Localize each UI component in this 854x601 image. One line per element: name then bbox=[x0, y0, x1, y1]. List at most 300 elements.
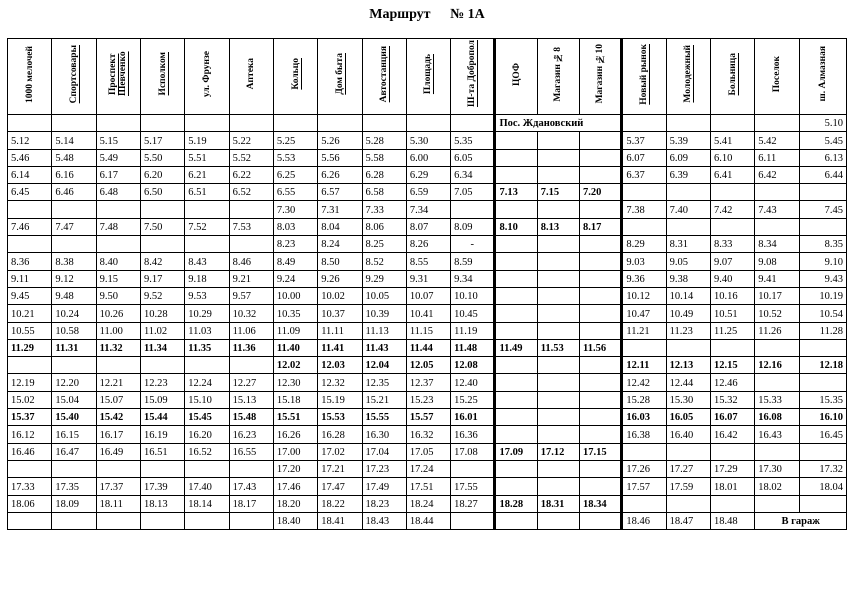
time-cell: 12.18 bbox=[799, 357, 846, 374]
time-cell: 16.20 bbox=[185, 426, 229, 443]
time-cell: 17.00 bbox=[273, 443, 317, 460]
time-cell: 9.38 bbox=[666, 270, 710, 287]
time-cell: 6.51 bbox=[185, 184, 229, 201]
time-cell: 8.29 bbox=[622, 236, 666, 253]
time-cell: 7.30 bbox=[273, 201, 317, 218]
time-cell: 16.42 bbox=[710, 426, 754, 443]
time-cell: 18.13 bbox=[140, 495, 184, 512]
time-cell: 9.40 bbox=[710, 270, 754, 287]
time-cell bbox=[495, 253, 537, 270]
stop-header bbox=[140, 39, 184, 115]
time-cell bbox=[495, 322, 537, 339]
stop-header bbox=[8, 39, 52, 115]
time-cell: 10.55 bbox=[8, 322, 52, 339]
time-cell: 10.05 bbox=[362, 287, 406, 304]
time-cell: 7.40 bbox=[666, 201, 710, 218]
time-cell: 9.21 bbox=[229, 270, 273, 287]
time-cell bbox=[229, 115, 273, 132]
time-cell bbox=[52, 512, 96, 529]
time-cell bbox=[666, 443, 710, 460]
time-cell bbox=[229, 460, 273, 477]
time-cell: 17.27 bbox=[666, 460, 710, 477]
time-cell: 11.40 bbox=[273, 339, 317, 356]
time-cell: 16.38 bbox=[622, 426, 666, 443]
stop-header bbox=[799, 39, 846, 115]
time-cell bbox=[229, 512, 273, 529]
time-cell: 10.47 bbox=[622, 305, 666, 322]
time-cell bbox=[710, 218, 754, 235]
time-cell: 10.29 bbox=[185, 305, 229, 322]
time-cell: 10.17 bbox=[755, 287, 799, 304]
time-cell bbox=[537, 166, 579, 183]
stop-header bbox=[537, 39, 579, 115]
time-cell bbox=[799, 495, 846, 512]
time-cell bbox=[710, 339, 754, 356]
time-cell: 15.33 bbox=[755, 391, 799, 408]
table-row bbox=[8, 218, 847, 235]
time-cell bbox=[495, 391, 537, 408]
time-cell bbox=[451, 115, 495, 132]
time-cell: 15.10 bbox=[185, 391, 229, 408]
time-cell: 16.19 bbox=[140, 426, 184, 443]
time-cell: 15.18 bbox=[273, 391, 317, 408]
time-cell: 9.15 bbox=[96, 270, 140, 287]
time-cell: 16.03 bbox=[622, 409, 666, 426]
time-cell bbox=[537, 426, 579, 443]
time-cell bbox=[96, 236, 140, 253]
time-cell: 12.23 bbox=[140, 374, 184, 391]
time-cell: 18.22 bbox=[318, 495, 362, 512]
time-cell: 6.26 bbox=[318, 166, 362, 183]
time-cell: 8.38 bbox=[52, 253, 96, 270]
time-cell bbox=[580, 236, 622, 253]
time-cell: 8.24 bbox=[318, 236, 362, 253]
time-cell: 11.34 bbox=[140, 339, 184, 356]
time-cell: 5.37 bbox=[622, 132, 666, 149]
time-cell bbox=[580, 409, 622, 426]
stop-header bbox=[52, 39, 96, 115]
time-cell: 15.25 bbox=[451, 391, 495, 408]
time-cell: 11.02 bbox=[140, 322, 184, 339]
time-cell: 8.46 bbox=[229, 253, 273, 270]
time-cell: 16.26 bbox=[273, 426, 317, 443]
time-cell: 9.12 bbox=[52, 270, 96, 287]
time-cell bbox=[96, 201, 140, 218]
time-cell: 5.30 bbox=[406, 132, 450, 149]
time-cell: 11.03 bbox=[185, 322, 229, 339]
time-cell: 6.59 bbox=[406, 184, 450, 201]
time-cell: 18.02 bbox=[755, 478, 799, 495]
time-cell: 5.58 bbox=[362, 149, 406, 166]
time-cell: 17.23 bbox=[362, 460, 406, 477]
time-cell: 5.17 bbox=[140, 132, 184, 149]
time-cell bbox=[537, 253, 579, 270]
time-cell: 6.45 bbox=[8, 184, 52, 201]
time-cell bbox=[580, 512, 622, 529]
time-cell bbox=[537, 357, 579, 374]
time-cell: 12.27 bbox=[229, 374, 273, 391]
time-cell bbox=[580, 460, 622, 477]
time-cell: 17.47 bbox=[318, 478, 362, 495]
time-cell: 17.04 bbox=[362, 443, 406, 460]
table-row bbox=[8, 478, 847, 495]
time-cell: 17.40 bbox=[185, 478, 229, 495]
time-cell: 6.29 bbox=[406, 166, 450, 183]
time-cell bbox=[8, 512, 52, 529]
stop-header bbox=[622, 39, 666, 115]
time-cell: 9.45 bbox=[8, 287, 52, 304]
stop-name: 1000 мелочей bbox=[24, 45, 35, 103]
time-cell bbox=[755, 443, 799, 460]
time-cell: 12.40 bbox=[451, 374, 495, 391]
time-cell: 16.10 bbox=[799, 409, 846, 426]
time-cell bbox=[185, 201, 229, 218]
time-cell: 5.52 bbox=[229, 149, 273, 166]
time-cell bbox=[799, 443, 846, 460]
stop-name: ш. Алмазная bbox=[817, 46, 828, 102]
time-cell bbox=[537, 201, 579, 218]
time-cell: 11.35 bbox=[185, 339, 229, 356]
time-cell: 9.34 bbox=[451, 270, 495, 287]
time-cell: 5.22 bbox=[229, 132, 273, 149]
time-cell: 12.46 bbox=[710, 374, 754, 391]
time-cell: 5.19 bbox=[185, 132, 229, 149]
time-cell bbox=[495, 236, 537, 253]
time-cell bbox=[185, 512, 229, 529]
time-cell: 5.14 bbox=[52, 132, 96, 149]
stop-name: Автостанция bbox=[379, 45, 390, 103]
table-row bbox=[8, 357, 847, 374]
time-cell: 5.56 bbox=[318, 149, 362, 166]
time-cell: 9.50 bbox=[96, 287, 140, 304]
time-cell: 16.45 bbox=[799, 426, 846, 443]
time-cell bbox=[580, 287, 622, 304]
stop-name: Аптека bbox=[246, 58, 257, 90]
time-cell: 8.52 bbox=[362, 253, 406, 270]
time-cell: 10.35 bbox=[273, 305, 317, 322]
table-row bbox=[8, 512, 847, 529]
time-cell: 12.02 bbox=[273, 357, 317, 374]
time-cell bbox=[799, 339, 846, 356]
time-cell: 11.00 bbox=[96, 322, 140, 339]
time-cell: 8.04 bbox=[318, 218, 362, 235]
time-cell bbox=[666, 218, 710, 235]
time-cell: 6.20 bbox=[140, 166, 184, 183]
time-cell: 17.15 bbox=[580, 443, 622, 460]
time-cell: 12.21 bbox=[96, 374, 140, 391]
time-cell: 17.12 bbox=[537, 443, 579, 460]
time-cell bbox=[537, 305, 579, 322]
stop-name: Площадь bbox=[423, 53, 434, 95]
time-cell: 16.23 bbox=[229, 426, 273, 443]
time-cell: 16.52 bbox=[185, 443, 229, 460]
time-cell: 8.09 bbox=[451, 218, 495, 235]
time-cell: 18.06 bbox=[8, 495, 52, 512]
time-cell bbox=[580, 374, 622, 391]
time-cell: 10.12 bbox=[622, 287, 666, 304]
time-cell: 6.07 bbox=[622, 149, 666, 166]
time-cell: 17.46 bbox=[273, 478, 317, 495]
time-cell: 11.06 bbox=[229, 322, 273, 339]
time-cell bbox=[537, 478, 579, 495]
time-cell: 8.10 bbox=[495, 218, 537, 235]
time-cell: 5.25 bbox=[273, 132, 317, 149]
time-cell: 16.55 bbox=[229, 443, 273, 460]
time-cell bbox=[96, 460, 140, 477]
time-cell bbox=[495, 287, 537, 304]
time-cell bbox=[710, 115, 754, 132]
time-cell: 6.14 bbox=[8, 166, 52, 183]
time-cell: 7.45 bbox=[799, 201, 846, 218]
time-cell: 6.21 bbox=[185, 166, 229, 183]
time-cell: 18.17 bbox=[229, 495, 273, 512]
time-cell: 10.32 bbox=[229, 305, 273, 322]
time-cell bbox=[799, 374, 846, 391]
time-cell: 6.42 bbox=[755, 166, 799, 183]
time-cell: 6.22 bbox=[229, 166, 273, 183]
time-cell: 10.28 bbox=[140, 305, 184, 322]
time-cell: 12.13 bbox=[666, 357, 710, 374]
table-row bbox=[8, 305, 847, 322]
time-cell: 11.53 bbox=[537, 339, 579, 356]
time-cell: 6.50 bbox=[140, 184, 184, 201]
time-cell: 10.19 bbox=[799, 287, 846, 304]
time-cell bbox=[8, 357, 52, 374]
time-cell: 10.39 bbox=[362, 305, 406, 322]
time-cell: 9.53 bbox=[185, 287, 229, 304]
time-cell: 8.55 bbox=[406, 253, 450, 270]
time-cell bbox=[96, 357, 140, 374]
time-cell: 11.41 bbox=[318, 339, 362, 356]
time-cell bbox=[185, 460, 229, 477]
time-cell: 8.13 bbox=[537, 218, 579, 235]
time-cell: 10.00 bbox=[273, 287, 317, 304]
time-cell bbox=[8, 201, 52, 218]
time-cell bbox=[537, 236, 579, 253]
time-cell: 6.25 bbox=[273, 166, 317, 183]
stop-header bbox=[666, 39, 710, 115]
time-cell bbox=[580, 253, 622, 270]
time-cell: 10.52 bbox=[755, 305, 799, 322]
stop-name: Молодежный bbox=[683, 45, 694, 103]
time-cell: 18.43 bbox=[362, 512, 406, 529]
stop-name: Поселок bbox=[771, 55, 782, 93]
stop-name: Проспект Шевченко bbox=[108, 51, 129, 97]
time-cell bbox=[580, 270, 622, 287]
time-cell: 18.14 bbox=[185, 495, 229, 512]
time-cell bbox=[495, 132, 537, 149]
time-cell: 11.43 bbox=[362, 339, 406, 356]
time-cell: 12.03 bbox=[318, 357, 362, 374]
time-cell bbox=[96, 512, 140, 529]
time-cell bbox=[580, 357, 622, 374]
time-cell bbox=[622, 115, 666, 132]
time-cell: 6.57 bbox=[318, 184, 362, 201]
time-cell: 10.58 bbox=[52, 322, 96, 339]
table-row bbox=[8, 443, 847, 460]
time-cell: 18.41 bbox=[318, 512, 362, 529]
time-cell: 7.47 bbox=[52, 218, 96, 235]
time-cell: 17.51 bbox=[406, 478, 450, 495]
time-cell: 6.55 bbox=[273, 184, 317, 201]
time-cell: 17.43 bbox=[229, 478, 273, 495]
time-cell: 10.45 bbox=[451, 305, 495, 322]
table-row bbox=[8, 184, 847, 201]
time-cell: 11.31 bbox=[52, 339, 96, 356]
time-cell bbox=[710, 443, 754, 460]
time-cell: 6.10 bbox=[710, 149, 754, 166]
time-cell bbox=[580, 478, 622, 495]
time-cell: 17.49 bbox=[362, 478, 406, 495]
time-cell: 8.07 bbox=[406, 218, 450, 235]
time-cell: 18.47 bbox=[666, 512, 710, 529]
time-cell bbox=[273, 115, 317, 132]
time-cell bbox=[52, 460, 96, 477]
time-cell bbox=[8, 115, 52, 132]
time-cell bbox=[52, 236, 96, 253]
time-cell: 7.38 bbox=[622, 201, 666, 218]
time-cell: 15.45 bbox=[185, 409, 229, 426]
time-cell: 17.24 bbox=[406, 460, 450, 477]
time-cell: 16.49 bbox=[96, 443, 140, 460]
time-cell: 16.32 bbox=[406, 426, 450, 443]
time-cell: 10.41 bbox=[406, 305, 450, 322]
time-cell bbox=[580, 132, 622, 149]
time-cell: 17.33 bbox=[8, 478, 52, 495]
time-cell: 18.04 bbox=[799, 478, 846, 495]
time-cell bbox=[537, 460, 579, 477]
time-cell: 6.11 bbox=[755, 149, 799, 166]
time-cell: 9.10 bbox=[799, 253, 846, 270]
table-row bbox=[8, 374, 847, 391]
table-row bbox=[8, 460, 847, 477]
time-cell: 12.15 bbox=[710, 357, 754, 374]
time-cell bbox=[185, 357, 229, 374]
route-label: Маршрут bbox=[369, 7, 431, 22]
table-row bbox=[8, 426, 847, 443]
stop-header bbox=[451, 39, 495, 115]
time-cell: 16.17 bbox=[96, 426, 140, 443]
time-cell bbox=[495, 201, 537, 218]
time-cell: 16.46 bbox=[8, 443, 52, 460]
time-cell bbox=[140, 357, 184, 374]
time-cell: 8.49 bbox=[273, 253, 317, 270]
time-cell: 5.50 bbox=[140, 149, 184, 166]
time-cell: 12.08 bbox=[451, 357, 495, 374]
stop-name: ЦОФ bbox=[511, 62, 522, 86]
time-cell: 16.30 bbox=[362, 426, 406, 443]
time-cell: 5.26 bbox=[318, 132, 362, 149]
time-cell: 11.09 bbox=[273, 322, 317, 339]
time-cell bbox=[622, 184, 666, 201]
time-cell: 18.28 bbox=[495, 495, 537, 512]
time-cell: - bbox=[451, 236, 495, 253]
time-cell: 11.11 bbox=[318, 322, 362, 339]
time-cell: 5.10 bbox=[799, 115, 846, 132]
time-cell: 18.31 bbox=[537, 495, 579, 512]
time-cell: 6.00 bbox=[406, 149, 450, 166]
village-label: Пос. Ждановский bbox=[495, 115, 622, 132]
time-cell bbox=[580, 426, 622, 443]
time-cell: 10.14 bbox=[666, 287, 710, 304]
time-cell: 8.36 bbox=[8, 253, 52, 270]
time-cell: 15.30 bbox=[666, 391, 710, 408]
stop-header bbox=[755, 39, 799, 115]
time-cell: 9.11 bbox=[8, 270, 52, 287]
time-cell: 11.21 bbox=[622, 322, 666, 339]
time-cell: 10.24 bbox=[52, 305, 96, 322]
time-cell: 15.37 bbox=[8, 409, 52, 426]
time-cell bbox=[710, 184, 754, 201]
time-cell: 16.12 bbox=[8, 426, 52, 443]
stop-header bbox=[229, 39, 273, 115]
time-cell: 7.52 bbox=[185, 218, 229, 235]
time-cell: 9.36 bbox=[622, 270, 666, 287]
time-cell bbox=[755, 115, 799, 132]
schedule-body bbox=[8, 115, 847, 530]
time-cell bbox=[537, 270, 579, 287]
time-cell bbox=[140, 512, 184, 529]
time-cell: 7.48 bbox=[96, 218, 140, 235]
stop-name: Ш-та Добропол bbox=[467, 40, 478, 108]
time-cell: 11.49 bbox=[495, 339, 537, 356]
time-cell: 18.20 bbox=[273, 495, 317, 512]
time-cell: 11.13 bbox=[362, 322, 406, 339]
time-cell: 11.15 bbox=[406, 322, 450, 339]
time-cell bbox=[755, 218, 799, 235]
time-cell: 16.01 bbox=[451, 409, 495, 426]
time-cell: 12.20 bbox=[52, 374, 96, 391]
time-cell: 15.44 bbox=[140, 409, 184, 426]
time-cell: 18.01 bbox=[710, 478, 754, 495]
stop-header bbox=[495, 39, 537, 115]
time-cell bbox=[580, 149, 622, 166]
table-row bbox=[8, 409, 847, 426]
time-cell: 12.37 bbox=[406, 374, 450, 391]
time-cell: 12.19 bbox=[8, 374, 52, 391]
time-cell: 17.26 bbox=[622, 460, 666, 477]
time-cell bbox=[495, 512, 537, 529]
time-cell bbox=[96, 115, 140, 132]
time-cell bbox=[52, 115, 96, 132]
time-cell: 17.57 bbox=[622, 478, 666, 495]
time-cell: 10.26 bbox=[96, 305, 140, 322]
time-cell: 12.05 bbox=[406, 357, 450, 374]
time-cell bbox=[185, 236, 229, 253]
stop-name: Кольцо bbox=[290, 58, 301, 90]
time-cell: 9.43 bbox=[799, 270, 846, 287]
time-cell: 9.05 bbox=[666, 253, 710, 270]
time-cell: 12.04 bbox=[362, 357, 406, 374]
time-cell bbox=[537, 132, 579, 149]
time-cell bbox=[495, 478, 537, 495]
table-row bbox=[8, 115, 847, 132]
time-cell bbox=[495, 270, 537, 287]
route-number: № 1А bbox=[450, 7, 485, 22]
time-cell: 8.23 bbox=[273, 236, 317, 253]
time-cell bbox=[451, 460, 495, 477]
time-cell: 16.07 bbox=[710, 409, 754, 426]
time-cell: 18.40 bbox=[273, 512, 317, 529]
time-cell: 15.07 bbox=[96, 391, 140, 408]
time-cell: 7.05 bbox=[451, 184, 495, 201]
time-cell: 6.48 bbox=[96, 184, 140, 201]
time-cell bbox=[622, 218, 666, 235]
time-cell: 9.18 bbox=[185, 270, 229, 287]
time-cell bbox=[537, 512, 579, 529]
time-cell bbox=[52, 357, 96, 374]
stop-header bbox=[362, 39, 406, 115]
